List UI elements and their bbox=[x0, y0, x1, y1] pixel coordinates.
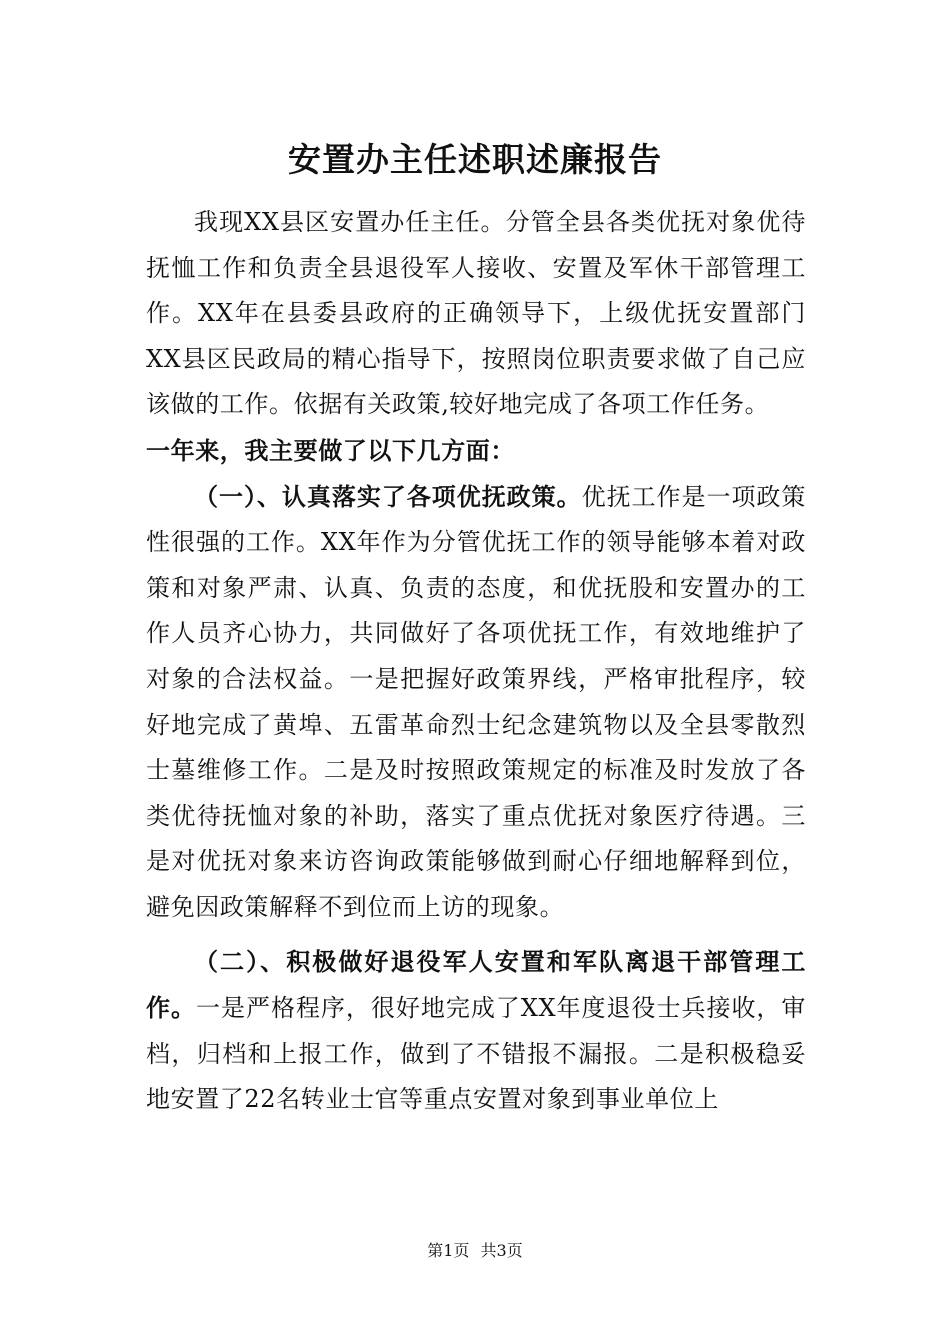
paragraph-summary-heading bbox=[146, 428, 806, 474]
section-heading: （二）、积极做好退役军人安置和军队离退干部管理工作。 bbox=[146, 946, 806, 1023]
paragraph-section-2 bbox=[146, 939, 806, 1123]
paragraph-heading: 一年来，我主要做了以下几方面： bbox=[146, 435, 515, 465]
paragraph-text: 优抚工作是一项政策性很强的工作。XX年作为分管优抚工作的领导能够本着对政策和对象严肃、认真、负责的态度，和优抚股和安置办的工作人员齐心协力，共同做好了各项优抚工作，有效地维护了对象的合法权益。一是把握好政策界线，严格审批程序，较好地完成了黄埠、五雷革命烈士纪念建筑物以及全县零散烈士墓维修工作。二是及时按照政策规定的标准及时发放了各类优待抚恤对象的补助，落实了重点优抚对象医疗待遇。三是对优抚对象来访咨询政策能够做到耐心仔细地解释到位，避免因政策解释不到位而上访的现象。 bbox=[146, 482, 806, 921]
paragraph-section-1 bbox=[146, 474, 806, 931]
document-title: 安置办主任述职述廉报告 bbox=[288, 140, 662, 179]
paragraph-intro bbox=[146, 200, 806, 428]
document-body bbox=[146, 200, 806, 1123]
section-heading: （一）、认真落实了各项优抚政策。 bbox=[194, 481, 582, 511]
page-number: 第1页 bbox=[427, 1241, 470, 1260]
page-total: 共3页 bbox=[480, 1241, 523, 1260]
paragraph-text: 我现XX县区安置办任主任。分管全县各类优抚对象优待抚恤工作和负责全县退役军人接收、安置及军休干部管理工作。XX年在县委县政府的正确领导下，上级优抚安置部门XX县区民政局的精心指导下，按照岗位职责要求做了自己应该做的工作。依据有关政策,较好地完成了各项工作任务。 bbox=[146, 208, 806, 419]
paragraph-text: 一是严格程序，很好地完成了XX年度退役士兵接收，审档，归档和上报工作，做到了不错报不漏报。二是积极稳妥地安置了22名转业士官等重点安置对象到事业单位上 bbox=[146, 994, 807, 1114]
page-footer bbox=[0, 1239, 950, 1263]
